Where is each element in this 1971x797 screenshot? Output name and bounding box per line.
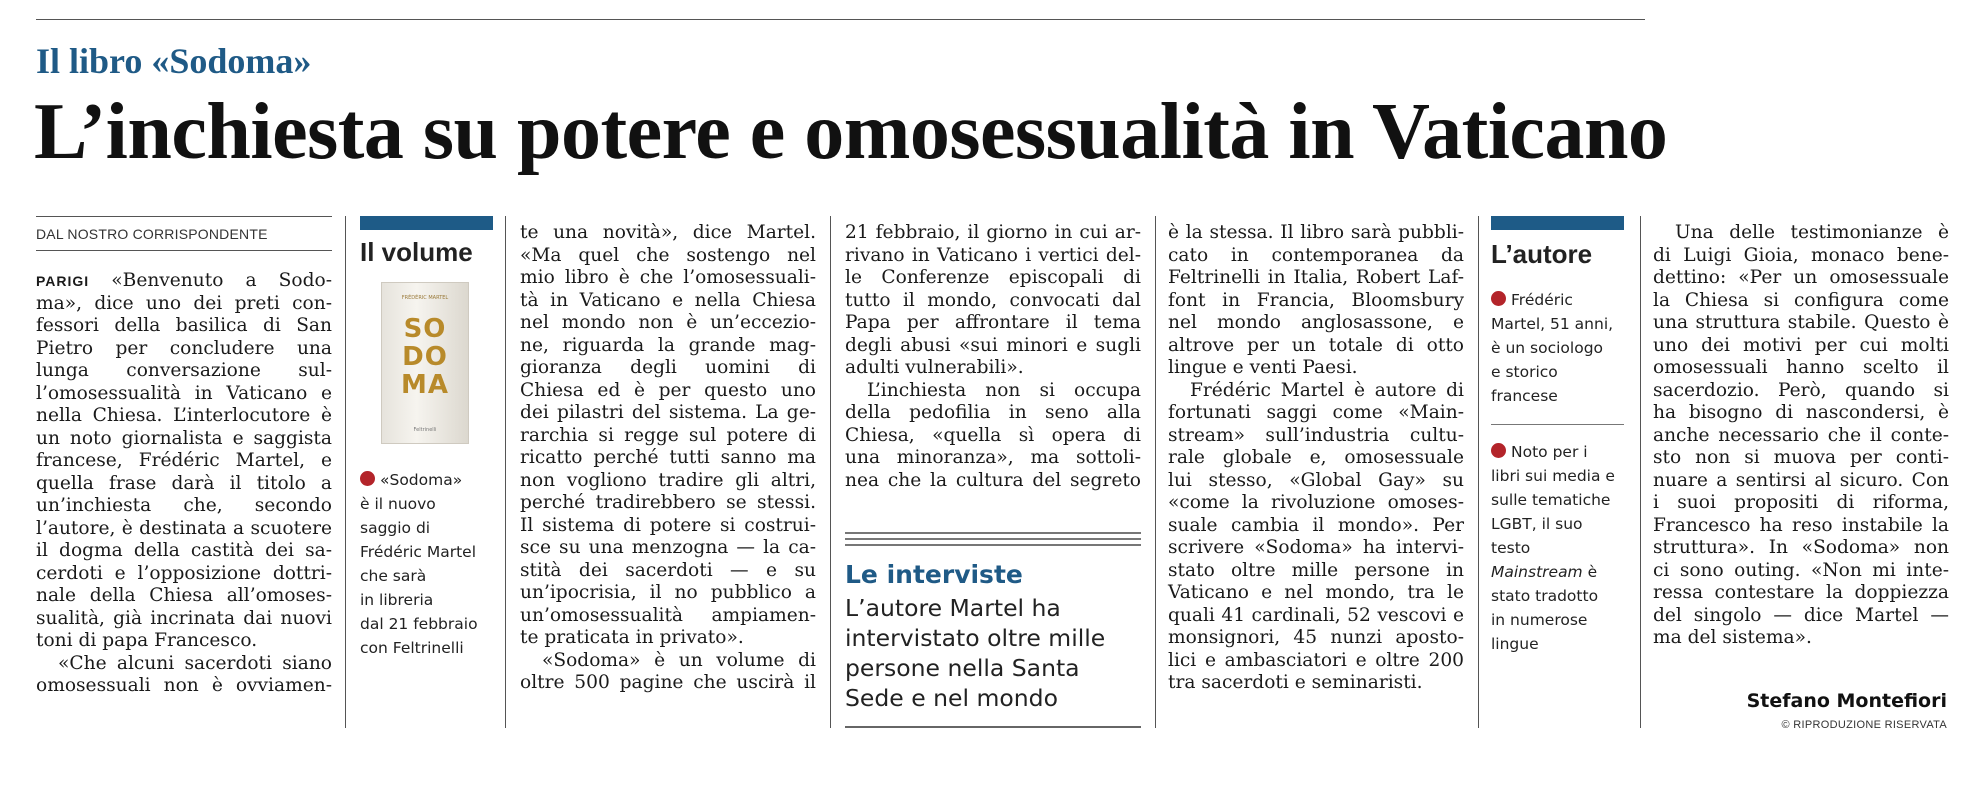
text-line: persone nella Santa — [845, 654, 1080, 682]
text-line: testo — [1491, 539, 1531, 557]
text-line: lingue e venti Paesi. — [1168, 357, 1358, 378]
bullet-dot-icon — [1491, 291, 1506, 306]
interviste-top-rules — [845, 532, 1141, 550]
text-line: in libreria — [360, 591, 434, 609]
text-line: anche necessario che il conte- — [1653, 424, 1949, 446]
autore-first-note — [1491, 288, 1631, 408]
text-line: L’autore Martel ha — [845, 594, 1061, 622]
text-line: un’omosessualità ampiamen- — [520, 604, 816, 626]
text-line: te una novità», dice Martel. — [520, 222, 816, 243]
text-line: non vogliono tradire gli altri, — [520, 469, 816, 491]
text-line: lici e ambasciatori e oltre 200 — [1168, 649, 1464, 671]
text-line: intervistato oltre mille — [845, 624, 1106, 652]
autore-second-note — [1491, 440, 1631, 656]
text-line: Sede e nel mondo — [845, 684, 1058, 712]
volume-box-bar — [360, 216, 493, 230]
text-line: sulle tematiche — [1491, 491, 1611, 509]
text-line: un noto giornalista e saggista — [36, 427, 332, 449]
text-line: oltre 500 pagine che uscirà il — [520, 672, 816, 693]
text-line: te praticata in privato». — [520, 627, 744, 648]
text-line: Frédéric Martel è autore di — [1190, 379, 1464, 401]
column-rule — [505, 216, 506, 728]
text-line: font in Francia, Bloomsbury — [1168, 289, 1464, 311]
text-line: sualità, già incrinata dai nuovi — [36, 607, 332, 629]
kicker: Il libro «Sodoma» — [36, 41, 312, 81]
text-line: LGBT, il suo — [1491, 515, 1583, 533]
column-rule — [1478, 216, 1479, 728]
text-line: stità dei sacerdoti — e su — [520, 559, 816, 581]
article-column-2 — [520, 222, 816, 695]
place-name: PARIGI — [36, 273, 90, 289]
text-line: rarchia si regge sul potere di — [520, 424, 816, 446]
text-line: le Conferenze episcopali di — [845, 267, 1141, 288]
book-cover-image — [381, 282, 469, 444]
text-line: perché tradirebbero se stessi. — [520, 492, 816, 513]
copyright-notice: © RIPRODUZIONE RISERVATA — [1781, 719, 1947, 731]
headline: L’inchiesta su potere e omosessualità in Vaticano — [34, 88, 1668, 176]
article-column-1 — [36, 270, 332, 698]
text-line: Frédéric Martel — [360, 543, 477, 561]
text-line: quella frase darà il titolo a — [36, 472, 332, 494]
text-line: libri sui media e — [1491, 467, 1615, 485]
text-line: stato tradotto — [1491, 587, 1599, 605]
text-line: omosessuali non è ovviamen- — [36, 675, 332, 696]
text-line: dei pilastri del sistema. La ge- — [520, 402, 816, 423]
text-line: con Feltrinelli — [360, 639, 464, 657]
text-line: di Luigi Gioia, monaco bene- — [1653, 244, 1949, 266]
autore-box-bar — [1491, 216, 1624, 230]
text-line: l’autore, è destinata a scuotere — [36, 517, 332, 539]
text-line: L’inchiesta non si occupa — [867, 379, 1141, 401]
article-column-5 — [1653, 222, 1949, 650]
text-line: adulti vulnerabili». — [845, 357, 1024, 378]
text-line: Chiesa, «quella sì opera di — [845, 424, 1141, 446]
text-line: tra sacerdoti e seminaristi. — [1168, 672, 1423, 693]
text-line: «Ma quel che sostengo nel — [520, 244, 816, 266]
text-line: che sarà — [360, 567, 427, 585]
text-line: rale globale e, omosessuale — [1168, 447, 1464, 468]
text-line: lui stesso, «Global Gay» su — [1168, 469, 1464, 491]
column-rule — [1640, 216, 1641, 728]
text-line: francese, Frédéric Martel, e — [36, 450, 332, 471]
text-line: ha bisogno di nascondersi, è — [1653, 402, 1949, 423]
text-line: suale cambia il mondo». Per — [1168, 514, 1464, 536]
text-line: sto non si muova per conti- — [1653, 447, 1949, 468]
article-column-4 — [1168, 222, 1464, 695]
text-line: l’omosessualità in Vaticano e — [36, 382, 332, 404]
text-line: Mainstream è — [1491, 563, 1598, 581]
dateline-rule — [36, 216, 332, 217]
column-rule — [345, 216, 346, 728]
text-line: Martel, 51 anni, — [1491, 315, 1614, 333]
text-line: ressa contestare la doppiezza — [1653, 582, 1949, 603]
text-line: PARIGI «Benvenuto a Sodo- — [36, 270, 332, 291]
text-line: Pietro per concludere una — [36, 337, 332, 359]
text-line: ci sono outing. «Non mi inte- — [1653, 559, 1949, 581]
cover-publisher: Feltrinelli — [413, 427, 437, 433]
text-line: nel mondo anglosassone, e — [1168, 312, 1464, 333]
text-line: della pedofilia in seno alla — [845, 402, 1141, 423]
text-line: uno dei motivi per cui molti — [1653, 334, 1949, 356]
text-line: un’inchiesta che, secondo — [36, 495, 332, 516]
text-line: cato in contemporanea da — [1168, 244, 1464, 266]
dateline-rule — [36, 250, 332, 251]
text-line: stream» sull’industria cultu- — [1168, 424, 1464, 446]
text-line: struttura». In «Sodoma» non — [1653, 537, 1949, 558]
text-line: in numerose — [1491, 611, 1588, 629]
text-line: i suoi propositi di riforma, — [1653, 492, 1949, 513]
bullet-dot-icon — [1491, 443, 1506, 458]
author-signature: Stefano Montefiori — [1746, 690, 1947, 712]
text-line: il dogma della castità dei sa- — [36, 540, 332, 561]
text-line: saggio di — [360, 519, 431, 537]
text-line: è la stessa. Il libro sarà pubbli- — [1168, 222, 1464, 243]
text-line: nale della Chiesa all’omoses- — [36, 585, 332, 606]
text-line: la Chiesa si configura come — [1653, 289, 1949, 311]
cover-author: FRÉDÉRIC MARTEL — [401, 295, 449, 301]
interviste-bottom-rule — [845, 726, 1141, 728]
column-rule — [1155, 216, 1156, 728]
text-line: Feltrinelli in Italia, Robert Laf- — [1168, 267, 1464, 288]
text-line: omosessuali hanno scelto il — [1653, 357, 1949, 378]
text-line: francese — [1491, 387, 1558, 405]
text-line: ricatto perché tutti sanno ma — [520, 447, 816, 468]
text-line: nea che la cultura del segreto — [845, 469, 1141, 491]
text-line: Papa per affrontare il tema — [845, 312, 1141, 333]
text-line: dettino: «Per un omosessuale — [1653, 267, 1949, 288]
text-line: tutto il mondo, convocati dal — [845, 289, 1141, 311]
text-line: dal 21 febbraio — [360, 615, 478, 633]
bullet-dot-icon — [360, 471, 375, 486]
text-line: Noto per i — [1491, 440, 1631, 464]
text-line: lingue — [1491, 635, 1539, 653]
text-line: 21 febbraio, il giorno in cui ar- — [845, 222, 1141, 243]
text-line: toni di papa Francesco. — [36, 630, 258, 651]
text-line: mio libro è che l’omosessuali- — [520, 267, 816, 288]
text-line: del singolo — dice Martel — — [1653, 604, 1949, 626]
dateline: DAL NOSTRO CORRISPONDENTE — [36, 226, 268, 242]
text-line: e storico — [1491, 363, 1558, 381]
text-line: quali 41 cardinali, 52 vescovi e — [1168, 604, 1464, 626]
text-line: ma», dice uno dei preti con- — [36, 292, 332, 314]
text-line: «Sodoma» — [360, 468, 500, 492]
text-line: Frédéric — [1491, 288, 1631, 312]
text-line: un’ipocrisia, il no pubblico a — [520, 582, 816, 603]
text-line: ma del sistema». — [1653, 627, 1812, 648]
text-line: cerdoti e l’opposizione dottri- — [36, 562, 332, 584]
article-column-3 — [845, 222, 1141, 492]
text-line: Vaticano e nel mondo, tra le — [1168, 582, 1464, 603]
text-line: altrove per un totale di otto — [1168, 334, 1464, 356]
cover-title: SO DO MA — [401, 314, 449, 400]
autore-divider — [1491, 424, 1624, 425]
text-line: Il sistema di potere si costrui- — [520, 514, 816, 536]
text-line: una minoranza», ma sottoli- — [845, 447, 1141, 468]
text-line: scrivere «Sodoma» ha intervi- — [1168, 537, 1464, 558]
text-line: «Che alcuni sacerdoti siano — [58, 652, 332, 674]
text-line: «Sodoma» è un volume di — [542, 649, 816, 671]
text-line: è il nuovo — [360, 495, 436, 513]
text-line: degli abusi «sui minori e sugli — [845, 334, 1141, 356]
text-line: sce su una menzogna — la ca- — [520, 537, 816, 558]
interviste-title: Le interviste — [845, 560, 1023, 589]
text-line: una struttura stabile. Questo è — [1653, 312, 1949, 333]
text-line: fessori della basilica di San — [36, 315, 332, 336]
interviste-text — [845, 593, 1105, 713]
text-line: tà in Vaticano e nella Chiesa — [520, 289, 816, 311]
volume-box-text — [360, 468, 500, 660]
text-line: Una delle testimonianze è — [1675, 222, 1949, 243]
text-line: sacerdozio. Però, quando si — [1653, 379, 1949, 401]
text-line: «come la rivoluzione omoses- — [1168, 492, 1464, 513]
text-line: ne, riguarda la grande mag- — [520, 334, 816, 356]
top-rule — [36, 19, 1645, 20]
text-line: rivano in Vaticano i vertici del- — [845, 244, 1141, 266]
text-line: nuare a sentirsi al sicuro. Con — [1653, 469, 1949, 491]
text-line: gioranza degli uomini di — [520, 357, 816, 378]
text-line: monsignori, 45 nunzi aposto- — [1168, 627, 1464, 648]
text-line: lunga conversazione sul- — [36, 360, 332, 381]
text-line: Chiesa ed è per questo uno — [520, 379, 816, 401]
volume-box-title: Il volume — [360, 237, 473, 267]
column-rule — [830, 216, 831, 728]
text-line: è un sociologo — [1491, 339, 1604, 357]
text-line: Francesco ha reso instabile la — [1653, 514, 1949, 536]
text-line: nel mondo non è un’eccezio- — [520, 312, 816, 333]
autore-box-title: L’autore — [1491, 239, 1593, 269]
text-line: nella Chiesa. L’interlocutore è — [36, 405, 332, 426]
text-line: fortunati saggi come «Main- — [1168, 402, 1464, 423]
text-line: stato oltre mille persone in — [1168, 559, 1464, 581]
